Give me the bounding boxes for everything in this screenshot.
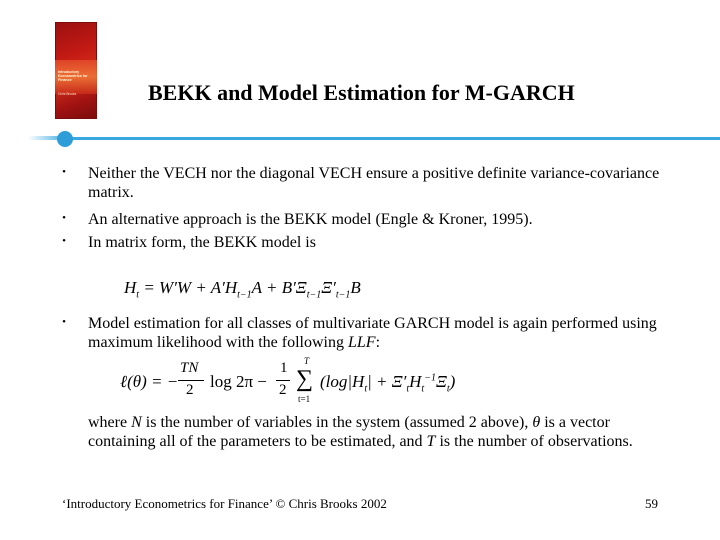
estimation-text: Model estimation for all classes of multivariate GARCH model is again performed using maximum likelihood with the following (88, 315, 657, 351)
symbol-theta: θ (532, 414, 541, 431)
formula-term: (log|H (320, 372, 365, 391)
formula-term: log 2π − (210, 372, 267, 391)
formula-term: A + B′Ξ (251, 278, 307, 297)
formula-subscript: t−1 (306, 289, 322, 301)
formula-term: ℓ(θ) = − (120, 372, 179, 391)
bullet-text-estimation (88, 314, 678, 352)
slide-footer: ‘Introductory Econometrics for Finance’ © Chris Brooks 2002 (62, 496, 387, 511)
formula-denominator: 2 (279, 382, 287, 398)
where-paragraph (88, 413, 678, 451)
where-text: where (88, 414, 132, 431)
bullet-text-bekk: An alternative approach is the BEKK model (Engle & Kroner, 1995). (88, 211, 533, 228)
bullet-text-matrix-form: In matrix form, the BEKK model is (88, 234, 316, 251)
page-number: 59 (645, 496, 658, 511)
formula-term: Ξ′ (321, 278, 336, 297)
book-cover-title: Introductory Econometrics for Finance (58, 70, 88, 83)
where-text: is the number of observations. (435, 433, 633, 450)
formula-numerator: 1 (280, 360, 288, 376)
formula-term: ) (449, 372, 456, 391)
title-rule-dot (57, 131, 73, 147)
llf-colon: : (375, 334, 381, 351)
formula-subscript: t (421, 383, 425, 395)
book-cover-image (55, 22, 97, 119)
formula-term: H (124, 278, 137, 297)
sum-lower-limit: t=1 (298, 394, 311, 404)
bullet-marker: • (62, 235, 66, 247)
where-text: is the number of variables in the system (assumed 2 above), (141, 414, 533, 431)
book-cover-author: Chris Brooks (58, 92, 77, 96)
formula-term: = W′W + A′H (139, 278, 238, 297)
formula-subscript: t−1 (335, 289, 351, 301)
formula-subscript: t (406, 383, 410, 395)
formula-term: H (409, 372, 422, 391)
fraction-bar (276, 380, 290, 381)
slide-title: BEKK and Model Estimation for M-GARCH (148, 80, 575, 105)
formula-superscript: −1 (424, 372, 436, 384)
formula-subscript: t (364, 383, 368, 395)
symbol-N: N (131, 414, 142, 431)
formula-subscript: t (446, 383, 450, 395)
formula-denominator: 2 (186, 382, 194, 398)
title-rule (60, 137, 720, 140)
fraction-bar (178, 380, 204, 381)
bullet-marker: • (62, 212, 66, 224)
formula-term: | + Ξ′ (367, 372, 407, 391)
bullet-marker: • (62, 316, 66, 328)
bullet-marker: • (62, 166, 66, 178)
formula-subscript: t−1 (237, 289, 252, 301)
sum-upper-limit: T (304, 356, 310, 366)
formula-term: B (350, 278, 361, 297)
formula-numerator: TN (180, 360, 199, 376)
llf-abbrev: LLF (347, 334, 376, 351)
where-text: is a vector containing all of the parameters to be estimated, and (88, 414, 610, 450)
formula-llf-body (320, 372, 455, 394)
bekk-formula (124, 278, 361, 300)
formula-term: Ξ (435, 372, 447, 391)
sum-symbol: ∑ (296, 366, 314, 392)
bullet-text-vech: Neither the VECH nor the diagonal VECH ensure a positive definite variance-covariance matrix. (88, 165, 660, 201)
formula-subscript: t (136, 289, 140, 301)
symbol-T: T (426, 433, 436, 450)
